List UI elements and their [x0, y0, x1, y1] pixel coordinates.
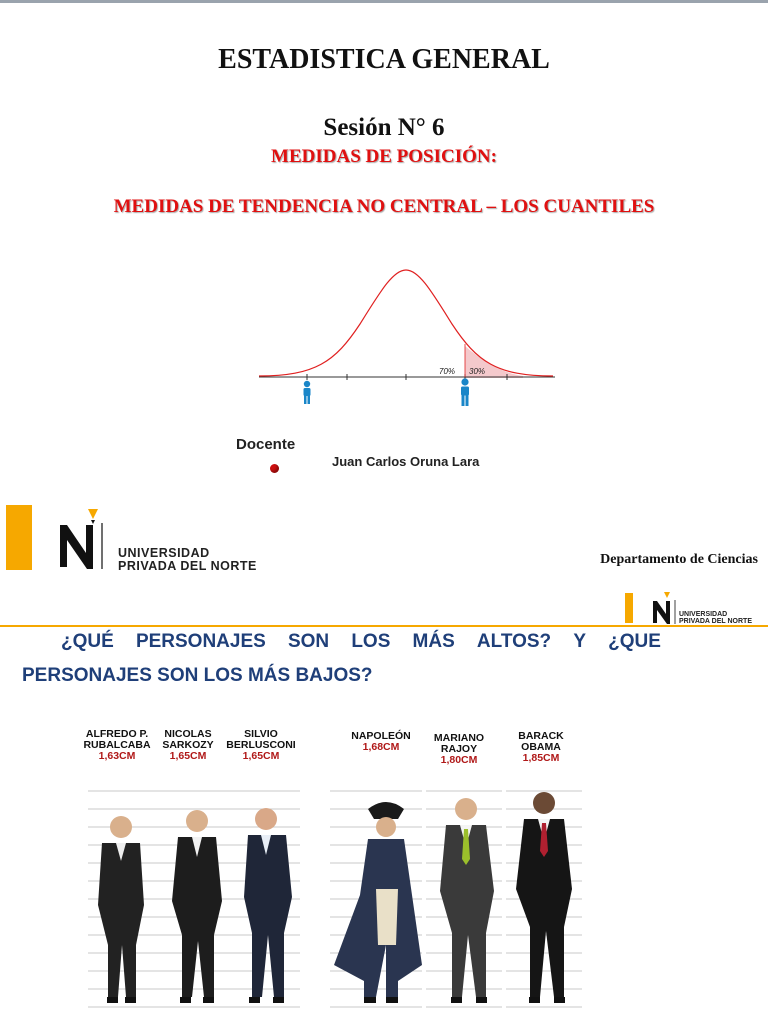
subtitle-positions: MEDIDAS DE POSICIÓN:: [271, 146, 497, 167]
n-logo-icon-small: [653, 592, 675, 624]
person-name: NICOLAS: [164, 728, 212, 740]
person-figure-sarkozy: [172, 810, 222, 1003]
bell-curve: [259, 270, 553, 376]
person-height: 1,80CM: [440, 754, 478, 766]
curve-label-left: 70%: [439, 367, 456, 376]
docente-name: Juan Carlos Oruna Lara: [332, 454, 480, 469]
top-border: [0, 0, 768, 3]
person-name: RUBALCABA: [83, 739, 151, 751]
question-word: Y: [573, 631, 587, 652]
person-name: BERLUSCONI: [226, 739, 296, 751]
department-name: Departamento de Ciencias: [600, 552, 758, 567]
bullet-icon: [270, 464, 279, 473]
question-word: ¿QUÉ: [61, 631, 114, 652]
person-icon-left: [304, 381, 311, 404]
person-label: [414, 733, 504, 766]
person-height: 1,65CM: [169, 750, 207, 762]
person-name: ALFREDO P.: [85, 728, 149, 740]
n-logo-icon: [60, 509, 102, 569]
person-figure-napoleon: [334, 802, 422, 1003]
logo-line2: PRIVADA DEL NORTE: [118, 559, 257, 573]
person-height: 1,65CM: [242, 750, 280, 762]
logo-line1: UNIVERSIDAD: [118, 546, 210, 560]
upn-logo-small: [623, 583, 768, 625]
curve-label-right: 30%: [469, 367, 486, 376]
person-name: SARKOZY: [162, 739, 214, 751]
question-line-1: [61, 631, 661, 653]
person-label: [216, 729, 306, 762]
person-height: 1,68CM: [362, 741, 400, 753]
question-word: ALTOS?: [476, 631, 552, 652]
docente-label: Docente: [236, 436, 296, 453]
header-divider: [0, 625, 768, 627]
subtitle-quantiles: MEDIDAS DE TENDENCIA NO CENTRAL – LOS CUANTILES: [113, 196, 655, 217]
person-name: MARIANO: [433, 732, 485, 744]
question-line-2: PERSONAJES SON LOS MÁS BAJOS?: [22, 665, 373, 686]
orange-accent-bar: [6, 505, 32, 570]
question-word: ¿QUE: [608, 631, 661, 652]
session-number: Sesión N° 6: [323, 114, 445, 141]
person-name: BARACK: [518, 730, 564, 742]
person-figure-berlusconi: [244, 808, 292, 1003]
person-label: [336, 731, 426, 753]
logo-small-line2: PRIVADA DEL NORTE: [679, 618, 752, 625]
person-label: [496, 731, 586, 764]
normal-curve-illustration: [255, 262, 560, 412]
person-height: 1,63CM: [98, 750, 136, 762]
question-word: PERSONAJES: [135, 631, 266, 652]
person-height: 1,85CM: [522, 752, 560, 764]
person-figure-rubalcaba: [98, 816, 144, 1003]
question-word: LOS: [351, 631, 391, 652]
question-slide: [0, 573, 768, 1024]
person-name: RAJOY: [440, 743, 478, 755]
person-name: OBAMA: [521, 741, 561, 753]
person-name: SILVIO: [244, 728, 278, 740]
person-icon-right: [461, 378, 469, 406]
slide-title: ESTADISTICA GENERAL: [218, 44, 550, 75]
question-word: SON: [287, 631, 330, 652]
person-name: NAPOLEÓN: [351, 730, 411, 742]
person-figure-rajoy: [440, 798, 494, 1003]
logo-small-line1: UNIVERSIDAD: [679, 611, 728, 618]
upn-logo: [56, 503, 286, 573]
height-lineup-illustration: [86, 785, 586, 1024]
question-word: MÁS: [412, 631, 455, 652]
